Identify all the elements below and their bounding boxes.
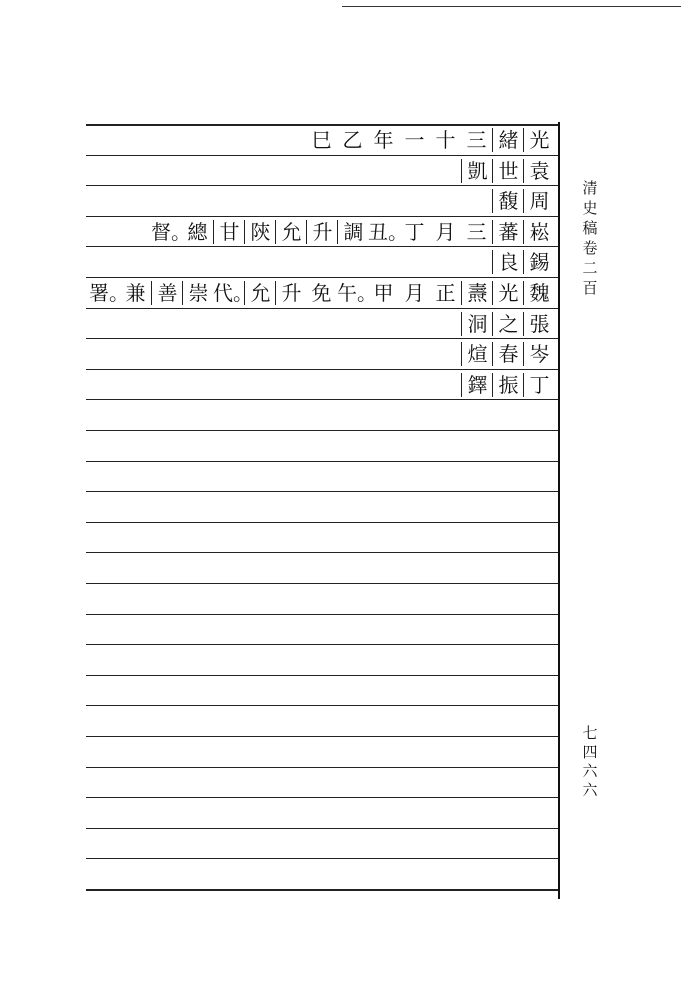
table-cell: 陝: [244, 220, 276, 244]
table-cell: 乙: [342, 128, 363, 152]
table-cell: 督。: [151, 220, 191, 244]
table-cell: 月: [404, 281, 425, 305]
table-rule: [86, 522, 558, 523]
table-cell: 善: [151, 281, 183, 305]
table-cell: 免: [311, 281, 332, 305]
table-cell: 三: [466, 128, 487, 152]
table-rule: [86, 583, 558, 584]
page-number-char: 六: [582, 762, 598, 780]
page-number-char: 六: [582, 781, 598, 799]
table-rule: [86, 461, 558, 462]
table-cell: 振: [492, 373, 524, 397]
table-rule: [86, 736, 558, 737]
top-rule: [342, 6, 681, 7]
table-cell: 岑: [523, 342, 555, 366]
table-cell: 升: [306, 220, 338, 244]
table-cell: 年: [373, 128, 394, 152]
table-rule: [86, 767, 558, 768]
table-cell: 煊: [461, 342, 493, 366]
table-cell: 之: [492, 312, 524, 336]
table-rule: [86, 675, 558, 676]
table-cell: 周: [523, 189, 555, 213]
table-cell: 允: [244, 281, 276, 305]
title-char: 二: [582, 259, 598, 277]
row-wei-guangtao: [86, 278, 556, 308]
title-char: 稿: [582, 219, 598, 237]
table-cell: 崇: [182, 281, 214, 305]
table-cell: 升: [275, 281, 307, 305]
table-cell: 崧: [523, 220, 555, 244]
row-cen-chunxuan: [86, 339, 556, 369]
table-cell: 緒: [492, 128, 524, 152]
row-xi-liang: [86, 247, 556, 277]
table-cell: 兼: [125, 281, 146, 305]
title-char: 百: [582, 279, 598, 297]
title-char: 清: [582, 179, 598, 197]
page-number: [579, 724, 601, 800]
table-cell: 春: [492, 342, 524, 366]
table-cell: 錫: [523, 250, 555, 274]
table-cell: 甲: [373, 281, 394, 305]
volume-title: [579, 178, 601, 298]
table-cell: 洞: [461, 312, 493, 336]
table-cell: 良: [492, 250, 524, 274]
page-number-char: 七: [582, 724, 598, 742]
table-cell: 總: [187, 220, 208, 244]
table-cell: 鐸: [461, 373, 493, 397]
table-cell: 午。: [337, 281, 377, 305]
table-rule: [86, 858, 558, 859]
table-cell: 丁: [404, 220, 425, 244]
table-cell: 燾: [461, 281, 493, 305]
row-zhang-zhidong: [86, 309, 556, 339]
table-cell: 凱: [461, 159, 493, 183]
table-cell: 馥: [492, 189, 524, 213]
table-cell: 甘: [213, 220, 245, 244]
table-cell: 世: [492, 159, 524, 183]
table-cell: 光: [523, 128, 555, 152]
row-yuan-shikai: [86, 156, 556, 186]
table-cell: 代。: [213, 281, 253, 305]
table-cell: 調: [337, 220, 369, 244]
table-rule: [86, 491, 558, 492]
table-rule: [86, 797, 558, 798]
table-cell: 蕃: [492, 220, 524, 244]
table-rule: [86, 614, 558, 615]
table-cell: 月: [435, 220, 456, 244]
table-cell: 十: [435, 128, 456, 152]
table-cell: 一: [404, 128, 425, 152]
table-rule: [86, 644, 558, 645]
table-cell: 允: [275, 220, 307, 244]
page-number-char: 四: [582, 743, 598, 761]
row-ding-zhenduo: [86, 370, 556, 400]
table-cell: 丑。: [368, 220, 408, 244]
table-rule: [86, 705, 558, 706]
table-cell: 巳: [311, 128, 332, 152]
table-cell: 張: [523, 312, 555, 336]
row-song-fan: [86, 217, 556, 247]
table-cell: 三: [466, 220, 487, 244]
table-cell: 袁: [523, 159, 555, 183]
table-cell: 署。: [89, 281, 129, 305]
table-cell: 丁: [523, 373, 555, 397]
table-cell: 魏: [523, 281, 555, 305]
table-rule: [86, 552, 558, 553]
table-cell: 正: [435, 281, 456, 305]
title-char: 史: [582, 199, 598, 217]
table-cell: 光: [492, 281, 524, 305]
table-rule: [86, 828, 558, 829]
row-guangxu-year: [86, 125, 556, 155]
table-rule: [86, 889, 558, 891]
table-rule: [86, 430, 558, 431]
title-char: 卷: [582, 239, 598, 257]
row-zhou-fu: [86, 186, 556, 216]
